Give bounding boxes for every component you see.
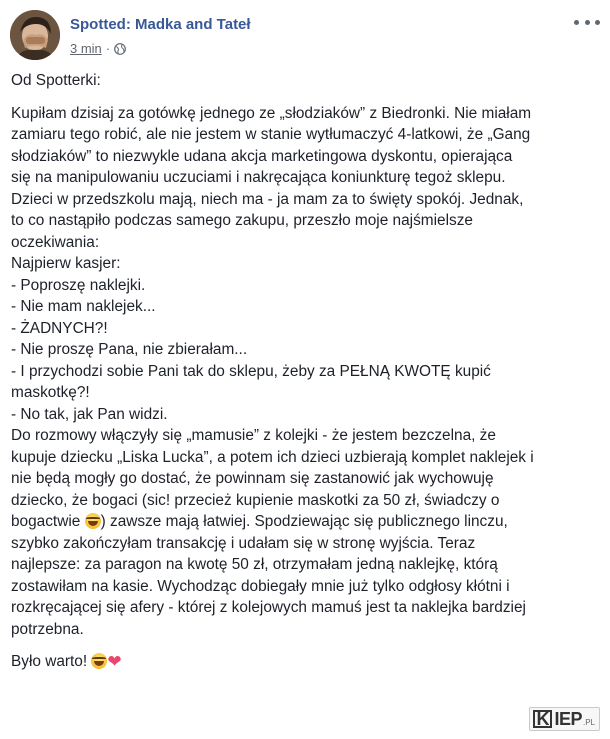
closing-text: Było warto!: [11, 653, 92, 670]
more-dot: [585, 20, 590, 25]
text-line: to co nastąpiło podczas samego zakupu, przeszło moje najśmielsze: [11, 212, 473, 229]
kiep-watermark-logo: [529, 707, 600, 731]
watermark-text: IEP: [554, 708, 582, 729]
text-line: się na manipulowaniu uczuciami i nakręcająca koniunkturę tegoż sklepu.: [11, 169, 506, 186]
text-line: - Poproszę naklejki.: [11, 276, 146, 294]
laughing-tears-emoji-icon: [91, 653, 107, 669]
text-line: słodziaków” to niezwykle udana akcja marketingowa dyskontu, opierająca: [11, 147, 513, 165]
paragraph-gap: [11, 640, 601, 651]
text-line: potrzebna.: [11, 620, 84, 638]
text-line: dziecko, że bogaci (sic! przecież kupienie maskotki za 50 zł, świadczy o: [11, 491, 500, 509]
post-body: [11, 70, 601, 674]
text-line: - Nie proszę Pana, nie zbierałam...: [11, 341, 248, 358]
more-dot: [595, 20, 600, 25]
text-line: - I przychodzi sobie Pani tak do sklepu, żeby za PEŁNĄ KWOTĘ kupić: [11, 362, 491, 380]
text-line: maskotkę?!: [11, 384, 90, 401]
text-line: - ŻADNYCH?!: [11, 319, 108, 337]
text-line: - Nie mam naklejek...: [11, 298, 156, 315]
text-line: najlepsze: za paragon na kwotę 50 zł, otrzymałam jedną naklejkę, którą: [11, 556, 498, 573]
laughing-tears-emoji-icon: [85, 513, 101, 529]
meta-separator: ·: [105, 41, 111, 56]
text-line: oczekiwania:: [11, 233, 100, 251]
text-line: Dzieci w przedszkolu mają, niech ma - ja mam za to święty spokój. Jednak,: [11, 190, 524, 208]
more-dot: [574, 20, 579, 25]
more-options-icon[interactable]: [574, 14, 600, 30]
text-line: Do rozmowy włączyły się „mamusie” z kolejki - że jestem bezczelna, że: [11, 427, 496, 444]
text-line: rozkręcającej się afery - której z kolejowych mamuś jest ta naklejka bardziej: [11, 599, 526, 616]
watermark-k: K: [533, 710, 552, 728]
text-line: szybko zakończyłam transakcję i udałam się w stronę wyjścia. Teraz: [11, 534, 476, 552]
text-line: Najpierw kasjer:: [11, 255, 121, 272]
page-avatar[interactable]: [10, 10, 60, 60]
text-line: zostawiłam na kasie. Wychodząc dobiegały mnie już tylko odgłosy kłótni i: [11, 577, 510, 595]
post-header: [10, 10, 600, 62]
watermark-suffix: .PL: [582, 718, 595, 727]
heart-icon: ❤: [107, 652, 122, 672]
text-line-with-emoji: [11, 511, 601, 533]
text-line: kupuje dziecku „Liska Lucka”, a potem ich dzieci uzbierają komplet naklejek i: [11, 448, 534, 466]
closing-line: [11, 651, 601, 674]
text-fragment: bogactwie: [11, 513, 85, 530]
text-line: Kupiłam dzisiaj za gotówkę jednego ze „słodziaków” z Biedronki. Nie miałam: [11, 104, 532, 122]
page-name-link[interactable]: Spotted: Madka and Tateł: [70, 16, 251, 33]
text-line: nie będą mogły go dostać, że powinnam się zastanowić jak wychowuję: [11, 470, 494, 487]
post-meta: [70, 41, 126, 56]
paragraph-gap: [11, 92, 601, 103]
post-timestamp[interactable]: 3 min: [70, 41, 102, 56]
text-line: - No tak, jak Pan widzi.: [11, 405, 168, 423]
text-line: Od Spotterki:: [11, 72, 101, 89]
globe-icon[interactable]: [114, 43, 126, 55]
text-line: zamiaru tego robić, ale nie jestem w stanie wytłumaczyć 4-latkowi, że „Gang: [11, 126, 531, 143]
avatar-image: [10, 10, 60, 60]
text-fragment: ) zawsze mają łatwiej. Spodziewając się publicznego linczu,: [100, 513, 508, 530]
